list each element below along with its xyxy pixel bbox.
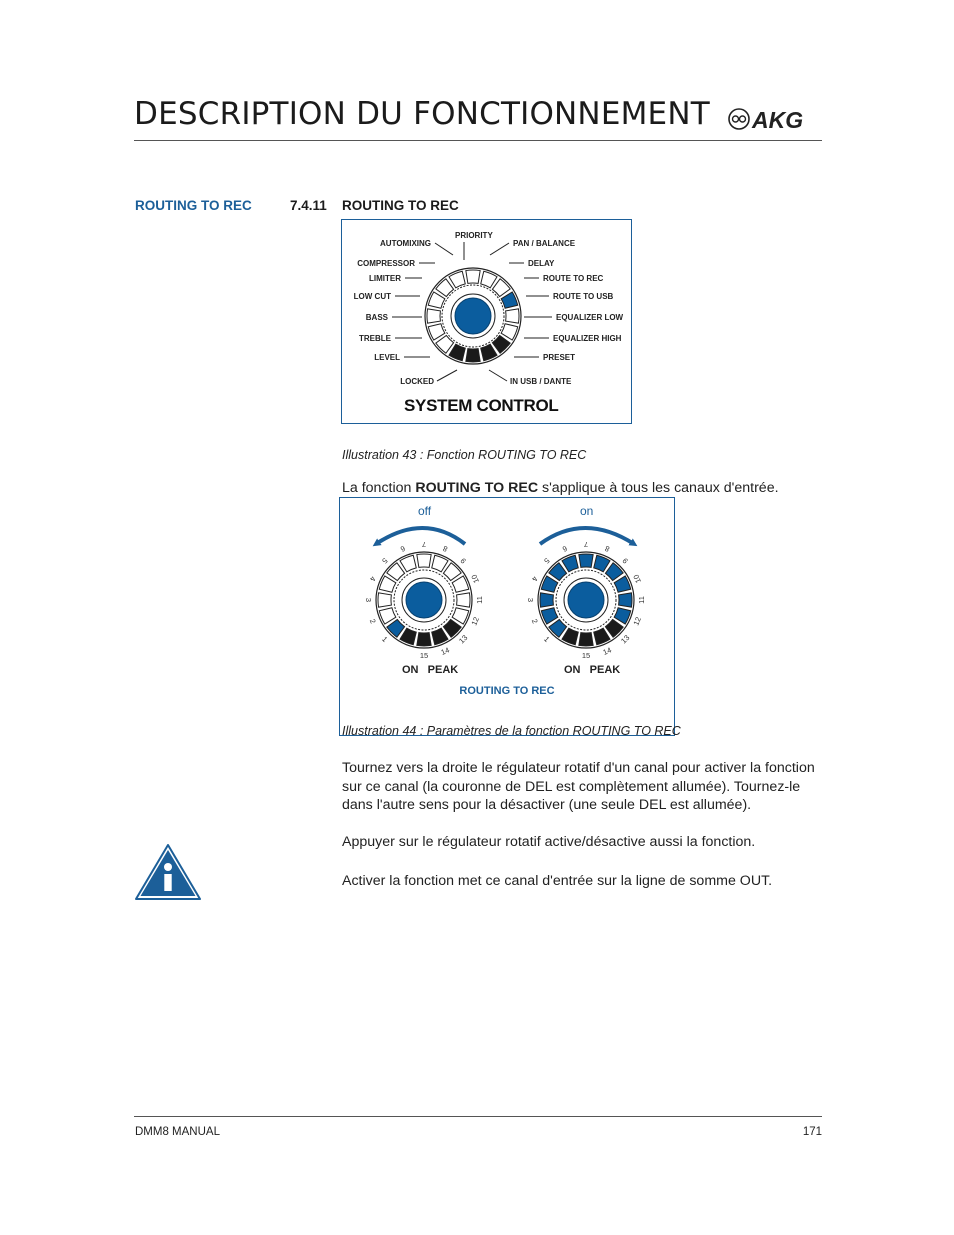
knob-off-led-number: 3 — [364, 597, 374, 603]
label-treble: TREBLE — [359, 334, 391, 343]
knob-off — [364, 540, 484, 660]
footer-manual-name: DMM8 MANUAL — [135, 1126, 220, 1138]
knob-off-led-number: 15 — [419, 650, 429, 660]
figure-system-control — [341, 219, 632, 424]
routing-settings-diagram — [340, 498, 674, 735]
akg-logo-icon — [728, 106, 824, 132]
knob-on-center — [568, 582, 604, 618]
knob-on-led — [549, 619, 567, 637]
system-control-led — [506, 309, 519, 323]
off-label: off — [418, 504, 432, 518]
paragraph-3: Activer la fonction met ce canal d'entrée sur la ligne de somme OUT. — [342, 873, 773, 889]
caption-illustration-44: Illustration 44 : Paramètres de la fonction ROUTING TO REC — [342, 724, 681, 738]
system-control-led — [436, 279, 454, 297]
knob-off-led — [443, 563, 461, 581]
knob-center — [455, 298, 491, 334]
label-limiter: LIMITER — [369, 274, 401, 283]
label-level: LEVEL — [374, 353, 400, 362]
arrow-off — [376, 528, 465, 544]
page-title: DESCRIPTION DU FONCTIONNEMENT — [134, 96, 710, 132]
knob-off-led-number: 11 — [474, 596, 484, 604]
knob-on-led — [549, 563, 567, 581]
knob-off-led-number: 14 — [439, 645, 451, 657]
knob-on-led — [605, 563, 623, 581]
knob-on-led-number: 4 — [529, 575, 540, 583]
knob-off-led-number: 7 — [421, 540, 427, 550]
section-number: 7.4.11 — [290, 198, 327, 213]
knob-on-led-number: 7 — [583, 540, 589, 550]
callout-line — [437, 370, 457, 381]
knob-on-led — [579, 554, 593, 567]
caption-illustration-43: Illustration 43 : Fonction ROUTING TO REC — [342, 448, 587, 462]
label-locked: LOCKED — [400, 377, 434, 386]
knob-on — [526, 540, 646, 660]
page-number: 171 — [802, 1126, 822, 1138]
info-icon — [134, 843, 202, 901]
intro-bold: ROUTING TO REC — [415, 480, 539, 496]
knob-off-led-number: 10 — [469, 573, 481, 585]
knob-on-led-number: 2 — [529, 617, 540, 625]
knob-off-led — [417, 554, 431, 567]
knob-on-led-number: 10 — [631, 573, 643, 585]
knob-on-led-number: 1 — [542, 634, 552, 644]
knob-off-led-number: 4 — [367, 575, 378, 583]
system-control-led — [427, 309, 440, 323]
knob-off-led-number: 6 — [399, 543, 407, 554]
label-low-cut: LOW CUT — [353, 292, 391, 301]
section-title: ROUTING TO REC — [342, 198, 459, 213]
knob-off-led — [378, 593, 391, 607]
knob-on-led-number: 5 — [542, 556, 552, 566]
system-control-led — [466, 270, 480, 283]
callout-line — [435, 243, 453, 255]
side-heading: ROUTING TO REC — [135, 198, 252, 213]
knob-off-led-number: 8 — [441, 543, 449, 554]
knob-off-led — [443, 619, 461, 637]
knob-off-led-number: 13 — [457, 633, 470, 646]
knob-off-led — [387, 619, 405, 637]
knob-on-led-number: 15 — [581, 650, 591, 660]
callout-line — [489, 370, 507, 381]
on-peak-label-on: ON PEAK — [564, 664, 621, 676]
header-rule — [134, 140, 822, 141]
knob-off-led — [387, 563, 405, 581]
label-priority: PRIORITY — [455, 231, 493, 240]
knob-off-led-number: 9 — [458, 556, 468, 566]
knob-on-led-number: 12 — [631, 615, 643, 627]
knob-on-led-number: 13 — [619, 633, 632, 646]
knob-off-led-number: 12 — [469, 615, 481, 627]
knob-off-led-number: 1 — [380, 634, 390, 644]
akg-logo-text: AKG — [752, 107, 804, 132]
bottom-label: ROUTING TO REC — [459, 685, 555, 697]
paragraph-2: Appuyer sur le régulateur rotatif active/désactive aussi la fonction. — [342, 834, 756, 850]
label-compressor: COMPRESSOR — [357, 259, 415, 268]
intro-after: s'applique à tous les canaux d'entrée. — [538, 480, 779, 496]
knob-on-led-number: 8 — [603, 543, 611, 554]
label-equalizer-high: EQUALIZER HIGH — [553, 334, 622, 343]
on-peak-label-off: ON PEAK — [402, 664, 459, 676]
knob-on-led — [579, 633, 593, 646]
knob-off-led — [417, 633, 431, 646]
label-in-usb-dante: IN USB / DANTE — [510, 377, 572, 386]
knob-on-led-number: 6 — [561, 543, 569, 554]
intro-sentence — [342, 479, 779, 498]
panel-title: SYSTEM CONTROL — [404, 396, 559, 415]
callout-line — [490, 243, 509, 255]
label-pan-balance: PAN / BALANCE — [513, 239, 576, 248]
intro-before: La fonction — [342, 480, 416, 496]
system-control-led — [466, 349, 480, 362]
on-label: on — [580, 504, 594, 518]
footer-rule — [134, 1116, 822, 1117]
label-bass: BASS — [365, 313, 388, 322]
knob-off-led — [457, 593, 470, 607]
knob-on-led-number: 14 — [601, 645, 613, 657]
label-route-to-rec: ROUTE TO REC — [543, 274, 604, 283]
label-automixing: AUTOMIXING — [380, 239, 431, 248]
figure-routing-settings — [339, 497, 675, 736]
knob-off-center — [406, 582, 442, 618]
knob-on-led — [540, 593, 553, 607]
knob-off-led-number: 5 — [380, 556, 390, 566]
knob-on-led-number: 3 — [526, 597, 536, 603]
system-control-diagram — [342, 220, 631, 423]
knob-on-led-number: 11 — [636, 596, 646, 604]
knob-on-led-number: 9 — [620, 556, 630, 566]
label-delay: DELAY — [528, 259, 555, 268]
knob-on-led — [605, 619, 623, 637]
label-preset: PRESET — [543, 353, 576, 362]
label-equalizer-low: EQUALIZER LOW — [556, 313, 624, 322]
knob-off-led-number: 2 — [367, 617, 378, 625]
paragraph-1: Tournez vers la droite le régulateur rotatif d'un canal pour activer la fonction sur ce canal (la couronne de DEL est complètement allumée). Tournez-le dans l'autre sens pour la désactiver (une seule DEL est allumée). — [342, 760, 815, 813]
knob-on-led — [619, 593, 632, 607]
label-route-to-usb: ROUTE TO USB — [553, 292, 614, 301]
